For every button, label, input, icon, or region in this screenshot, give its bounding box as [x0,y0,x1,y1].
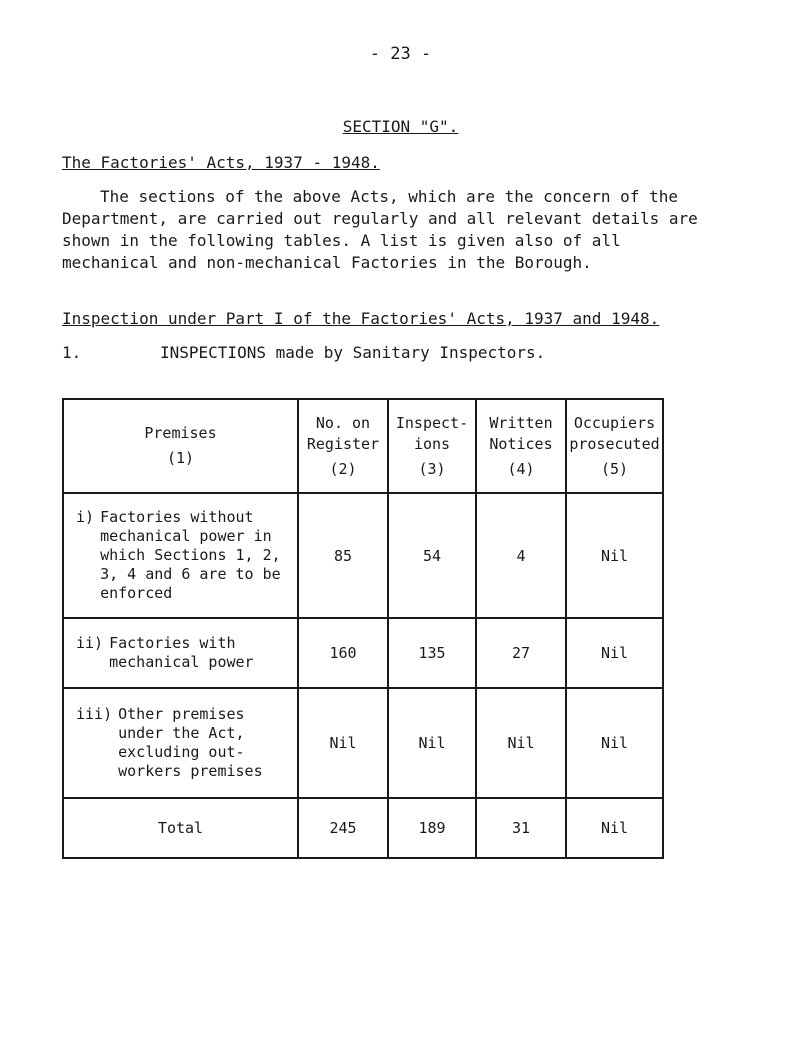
row-premises-text: Other premises under the Act, excluding out-workers premises [118,705,263,780]
total-register: 245 [298,798,388,858]
row-notices: 27 [476,618,566,688]
header-prosecuted [566,399,663,493]
table-row [63,493,663,618]
inspection-heading: Inspection under Part I of the Factories' Acts, 1937 and 1948. [62,309,660,328]
row-notices: 4 [476,493,566,618]
total-inspections: 189 [388,798,476,858]
total-row [63,798,663,858]
header-label: Inspect-ions [395,413,469,453]
header-label: No. on Register [306,413,380,453]
header-col-number: (1) [166,449,195,467]
table-header-row [63,399,663,493]
page-number: - 23 - [369,44,432,64]
row-roman: iii) [76,705,113,723]
inspections-table [62,398,664,859]
row-register: Nil [298,688,388,798]
acts-heading: The Factories' Acts, 1937 - 1948. [62,153,380,172]
row-prosecuted: Nil [566,688,663,798]
item-number: 1. [62,343,82,362]
row-inspections: 135 [388,618,476,688]
header-col-number: (3) [418,459,446,478]
total-label: Total [63,798,298,858]
table-row [63,618,663,688]
row-premises [63,688,298,798]
row-premises-text: Factories with mechanical power [109,634,254,671]
header-register [298,399,388,493]
row-prosecuted: Nil [566,493,663,618]
row-premises [63,618,298,688]
row-roman: ii) [76,634,104,652]
row-premises-text: Factories without mechanical power in which Sections 1, 2, 3, 4 and 6 are to be enforced [100,508,281,602]
total-notices: 31 [476,798,566,858]
row-register: 160 [298,618,388,688]
row-roman: i) [76,508,95,526]
header-label: Premises [144,424,217,442]
header-col-number: (2) [329,459,357,478]
total-prosecuted: Nil [566,798,663,858]
section-title: SECTION "G". [342,117,459,136]
row-notices: Nil [476,688,566,798]
header-notices [476,399,566,493]
header-col-number: (5) [600,459,629,478]
row-prosecuted: Nil [566,618,663,688]
table-row [63,688,663,798]
header-label: Written Notices [489,413,553,453]
row-inspections: 54 [388,493,476,618]
header-label: Occupiers prosecuted [569,413,660,453]
row-inspections: Nil [388,688,476,798]
header-col-number: (4) [507,459,535,478]
header-premises [63,399,298,493]
row-register: 85 [298,493,388,618]
item-title: INSPECTIONS made by Sanitary Inspectors. [160,343,546,362]
header-inspections [388,399,476,493]
intro-paragraph: The sections of the above Acts, which are the concern of the Department, are carried out regularly and all relevant details are shown in the following tables. A list is given also of all mechanical and non-mechanical Factories in the Borough. [62,187,698,272]
row-premises [63,493,298,618]
